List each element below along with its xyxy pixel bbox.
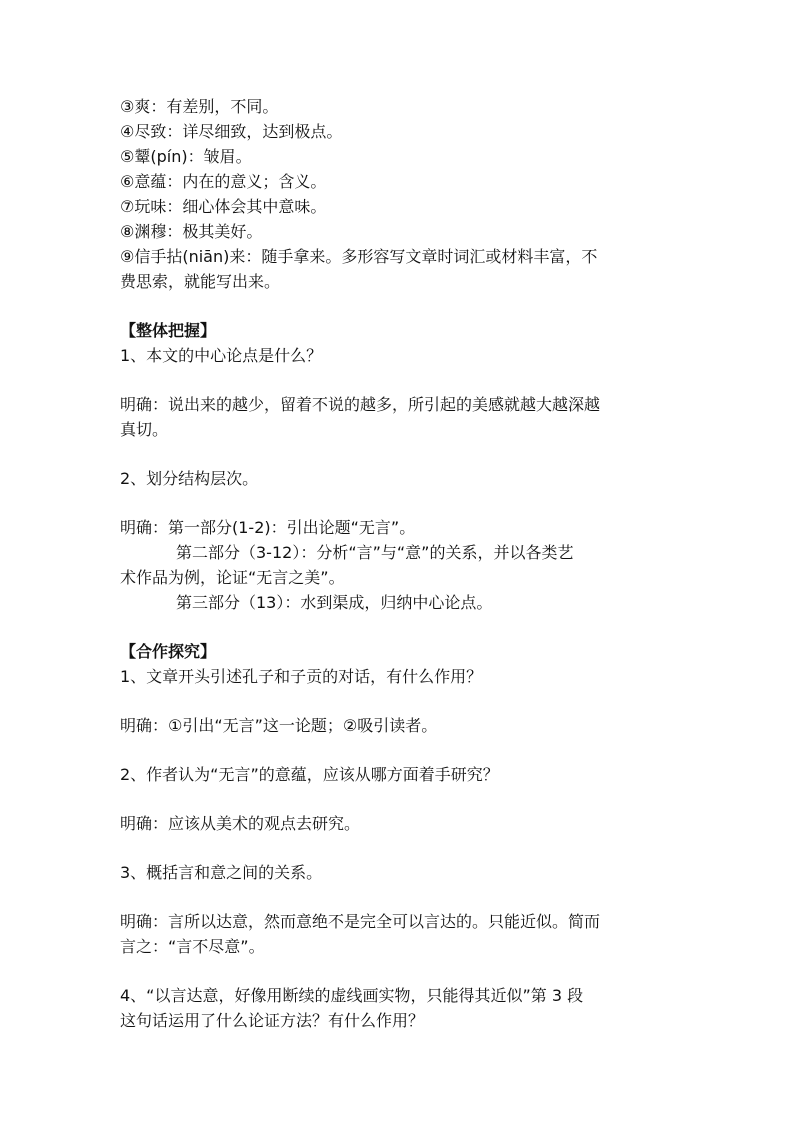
spacer xyxy=(120,491,680,515)
spacer xyxy=(120,689,680,713)
question: 1、文章开头引述孔子和子贡的对话，有什么作用？ xyxy=(120,667,483,686)
note-item: ⑦玩味：细心体会其中意味。 xyxy=(120,197,327,216)
note-item: ④尽致：详尽细致，达到极点。 xyxy=(120,122,343,141)
note-item: 费思索，就能写出来。 xyxy=(120,272,281,291)
answer: 真切。 xyxy=(120,420,169,439)
spacer xyxy=(120,738,680,762)
question: 这句话运用了什么论证方法？有什么作用？ xyxy=(120,1011,425,1030)
answer: 第二部分（3-12）：分析“言”与“意”的关系，并以各类艺 xyxy=(176,543,574,562)
note-item: ⑤颦(pín)：皱眉。 xyxy=(120,147,252,166)
note-item: ⑧渊穆：极其美好。 xyxy=(120,222,263,241)
question: 2、作者认为“无言”的意蕴，应该从哪方面着手研究？ xyxy=(120,765,499,784)
answer: 言之：“言不尽意”。 xyxy=(120,937,265,956)
answer: 明确：言所以达意，然而意绝不是完全可以言达的。只能近似。简而 xyxy=(120,912,601,931)
section-heading-explore: 【合作探究】 xyxy=(120,642,217,661)
note-item: ⑥意蕴：内在的意义；含义。 xyxy=(120,172,327,191)
answer: 明确：说出来的越少，留着不说的越多，所引起的美感就越大越深越 xyxy=(120,395,601,414)
question: 1、本文的中心论点是什么？ xyxy=(120,346,323,365)
spacer xyxy=(120,368,680,392)
note-item: ③爽：有差别，不同。 xyxy=(120,97,279,116)
spacer xyxy=(120,294,680,318)
answer: 明确：①引出“无言”这一论题；②吸引读者。 xyxy=(120,716,438,735)
spacer xyxy=(120,442,680,466)
answer: 明确：应该从美术的观点去研究。 xyxy=(120,814,361,833)
question: 2、划分结构层次。 xyxy=(120,469,259,488)
note-item: ⑨信手拈(niān)来：随手拿来。多形容写文章时词汇或材料丰富，不 xyxy=(120,247,598,266)
spacer xyxy=(120,959,680,983)
document-page xyxy=(120,94,680,1033)
answer: 术作品为例，论证“无言之美”。 xyxy=(120,568,345,587)
spacer xyxy=(120,615,680,639)
spacer xyxy=(120,836,680,860)
answer: 明确：第一部分(1-2)：引出论题“无言”。 xyxy=(120,518,416,537)
spacer xyxy=(120,787,680,811)
spacer xyxy=(120,885,680,909)
question: 4、“以言达意，好像用断续的虚线画实物，只能得其近似”第 3 段 xyxy=(120,986,584,1005)
question: 3、概括言和意之间的关系。 xyxy=(120,863,323,882)
answer: 第三部分（13）：水到渠成，归纳中心论点。 xyxy=(176,593,493,612)
section-heading-overall: 【整体把握】 xyxy=(120,321,217,340)
